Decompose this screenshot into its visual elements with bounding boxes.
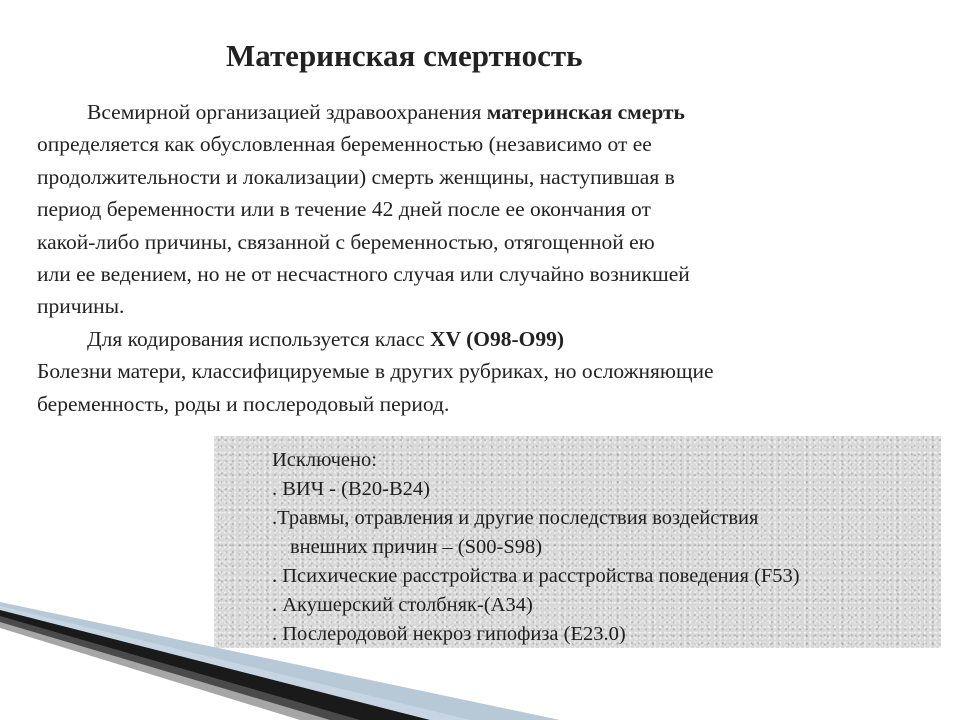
slide-title: Материнская смертность bbox=[226, 38, 583, 73]
definition-line-3: продолжительности и локализации) смерть женщины, наступившая в bbox=[37, 164, 675, 189]
exclusion-item: .Травмы, отравления и другие последствия воздействия bbox=[272, 507, 759, 529]
exclusions-heading: Исключено: bbox=[272, 449, 377, 471]
definition-line-7: причины. bbox=[37, 294, 125, 319]
exclusion-item: внешних причин – (S00-S98) bbox=[290, 536, 543, 558]
definition-term: материнская смерть bbox=[486, 100, 685, 124]
swoosh-dark-band bbox=[0, 610, 430, 720]
exclusion-item: . ВИЧ - (B20-B24) bbox=[272, 478, 430, 500]
coding-prefix: Для кодирования используется класс bbox=[87, 326, 431, 351]
coding-line-2: Болезни матери, классифицируемые в других рубриках, но осложняющие bbox=[37, 359, 714, 384]
coding-class: XV (O98-O99) bbox=[430, 326, 564, 351]
definition-line-1-prefix: Всемирной организацией здравоохранения bbox=[87, 100, 487, 124]
definition-line-5: какой-либо причины, связанной с беременностью, отягощенной ею bbox=[37, 229, 655, 254]
exclusion-item: . Психические расстройства и расстройства поведения (F53) bbox=[272, 565, 800, 587]
definition-line-2: определяется как обусловленная беременностью (независимо от ее bbox=[37, 132, 652, 157]
exclusion-item: . Послеродовой некроз гипофиза (E23.0) bbox=[272, 623, 626, 645]
definition-line-1 bbox=[37, 96, 917, 128]
definition-text bbox=[37, 96, 917, 420]
coding-line-1 bbox=[37, 323, 917, 355]
definition-line-6: или ее ведением, но не от несчастного случая или случайно возникшей bbox=[37, 261, 690, 286]
exclusion-item: . Акушерский столбняк-(A34) bbox=[272, 594, 533, 616]
decorative-swoosh bbox=[0, 560, 960, 720]
definition-line-4: период беременности или в течение 42 дней после ее окончания от bbox=[37, 197, 651, 222]
coding-line-3: беременность, роды и послеродовый период. bbox=[37, 391, 450, 416]
